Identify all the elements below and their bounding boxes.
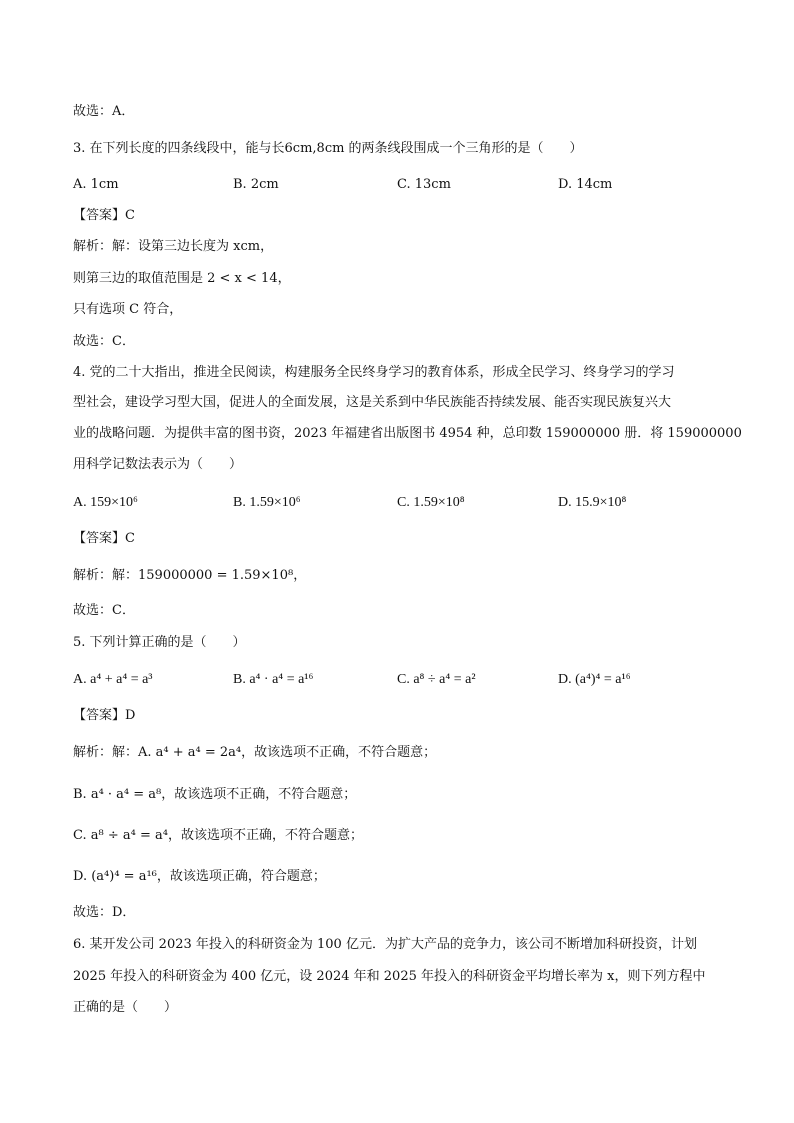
q3-explanation-3: 只有选项 C 符合，	[73, 302, 183, 317]
question-6-stem-2: 2025 年投入的科研资金为 400 亿元，设 2024 年和 2025 年投入的科研资金平均增长率为 x，则下列方程中	[73, 969, 706, 984]
q5-explanation-b: B. a⁴ · a⁴ = a⁸，故该选项不正确，不符合题意；	[73, 787, 357, 802]
q5-explanation-a: 解析：解：A. a⁴ + a⁴ = 2a⁴，故该选项不正确，不符合题意；	[73, 745, 437, 760]
question-4-stem-1: 4. 党的二十大指出，推进全民阅读，构建服务全民终身学习的教育体系，形成全民学习、终身学习的学习	[73, 365, 675, 380]
q3-explanation-2: 则第三边的取值范围是 2 < x < 14，	[73, 271, 291, 286]
q3-explanation-1: 解析：解：设第三边长度为 xcm，	[73, 239, 274, 254]
q4-option-b: B. 1.59×10⁶	[233, 495, 301, 510]
answer-conclusion-q2: 故选：A．	[73, 104, 135, 119]
q3-option-b: B. 2cm	[233, 177, 279, 192]
question-4-stem-4: 用科学记数法表示为（ ）	[73, 457, 243, 472]
q3-option-d: D. 14cm	[558, 177, 613, 192]
q3-answer: 【答案】C	[73, 208, 135, 223]
q5-option-a: A. a⁴ + a⁴ = a³	[73, 672, 153, 687]
question-4-stem-2: 型社会，建设学习型大国，促进人的全面发展，这是关系到中华民族能否持续发展、能否实现民族复兴大	[73, 395, 672, 410]
q4-conclusion: 故选：C．	[73, 603, 135, 618]
question-6-stem-3: 正确的是（ ）	[73, 1000, 178, 1015]
q4-option-a: A. 159×10⁶	[73, 495, 138, 510]
q3-option-c: C. 13cm	[397, 177, 451, 192]
q4-answer: 【答案】C	[73, 531, 135, 546]
q3-option-a: A. 1cm	[73, 177, 119, 192]
q5-answer: 【答案】D	[73, 708, 136, 723]
question-6-stem-1: 6. 某开发公司 2023 年投入的科研资金为 100 亿元．为扩大产品的竞争力，该公司不断增加科研投资，计划	[73, 937, 697, 952]
q5-explanation-c: C. a⁸ ÷ a⁴ = a⁴，故该选项不正确，不符合题意；	[73, 828, 363, 843]
question-4-stem-3: 业的战略问题．为提供丰富的图书资，2023 年福建省出版图书 4954 种，总印数 159000000 册．将 159000000	[73, 426, 742, 441]
q5-conclusion: 故选：D．	[73, 905, 136, 920]
q4-explanation-1: 解析：解：159000000 = 1.59×10⁸，	[73, 568, 307, 583]
q5-option-b: B. a⁴ · a⁴ = a¹⁶	[233, 672, 314, 687]
q4-option-c: C. 1.59×10⁸	[397, 495, 465, 510]
q4-option-d: D. 15.9×10⁸	[558, 495, 627, 510]
q5-explanation-d: D. (a⁴)⁴ = a¹⁶，故该选项正确，符合题意；	[73, 869, 326, 884]
q3-conclusion: 故选：C．	[73, 334, 135, 349]
q5-option-d: D. (a⁴)⁴ = a¹⁶	[558, 672, 631, 687]
question-3-stem: 3. 在下列长度的四条线段中，能与长6cm,8cm 的两条线段围成一个三角形的是（ ）	[73, 141, 583, 156]
q5-option-c: C. a⁸ ÷ a⁴ = a²	[397, 672, 476, 687]
question-5-stem: 5. 下列计算正确的是（ ）	[73, 635, 246, 650]
